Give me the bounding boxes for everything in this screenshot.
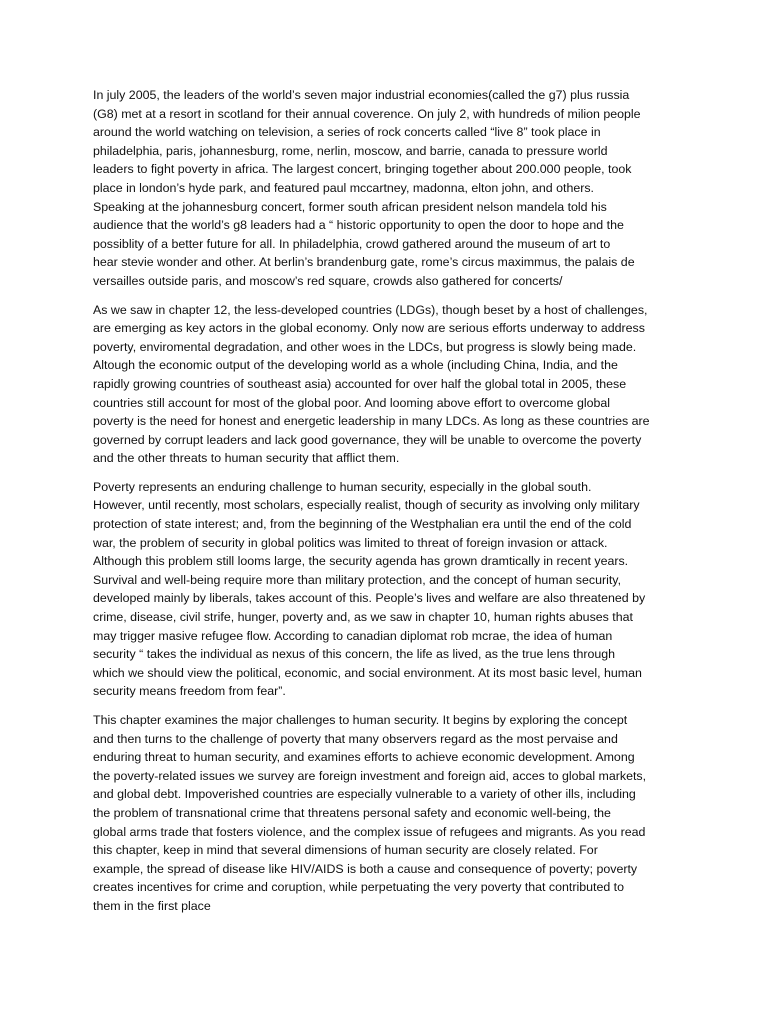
text-line: audience that the world’s g8 leaders had a “ historic opportunity to open the door to hope and the	[93, 218, 624, 233]
text-line: and then turns to the challenge of poverty that many observers regard as the most pervaise and	[93, 731, 618, 746]
text-line: Altough the economic output of the developing world as a whole (including China, India, and the	[93, 358, 618, 373]
paragraph-chapter-overview	[93, 711, 679, 916]
text-line: developed mainly by liberals, takes account of this. People’s lives and welfare are also threatened by	[93, 591, 646, 606]
text-line: However, until recently, most scholars, especially realist, though of security as involving only military	[93, 498, 640, 513]
text-line: poverty is the need for honest and energetic leadership in many LDCs. As long as these countries are	[93, 414, 650, 429]
text-line: and the other threats to human security that afflict them.	[93, 451, 400, 466]
text-line: governed by corrupt leaders and lack good governance, they will be unable to overcome the poverty	[93, 432, 642, 447]
text-line: This chapter examines the major challenges to human security. It begins by exploring the concept	[93, 713, 628, 727]
text-line: creates incentives for crime and coruption, while perpetuating the very poverty that contributed to	[93, 880, 625, 895]
text-line: the problem of transnational crime that threatens personal safety and economic well-being, the	[93, 805, 611, 820]
paragraph-live8	[93, 86, 679, 291]
text-line: Speaking at the johannesburg concert, former south african president nelson mandela told his	[93, 199, 607, 214]
text-line: In july 2005, the leaders of the world’s seven major industrial economies(called the g7) plus russia	[93, 88, 630, 102]
text-line: may trigger masive refugee flow. According to canadian diplomat rob mcrae, the idea of human	[93, 628, 613, 643]
text-line: Although this problem still looms large, the security agenda has grown dramtically in recent years.	[93, 554, 629, 569]
text-line: them in the first place	[93, 898, 211, 913]
text-line: around the world watching on television, a series of rock concerts called “live 8” took place in	[93, 125, 601, 140]
text-line: this chapter, keep in mind that several dimensions of human security are closely related. For	[93, 843, 598, 858]
paragraph-ldcs	[93, 301, 679, 468]
text-line: war, the problem of security in global politics was limited to threat of foreign invasion or attack.	[93, 535, 608, 550]
text-line: security means freedom from fear”.	[93, 684, 286, 699]
text-line: crime, disease, civil strife, hunger, poverty and, as we saw in chapter 10, human rights abuses that	[93, 610, 633, 625]
text-line: possiblity of a better future for all. In philadelphia, crowd gathered around the museum of art to	[93, 236, 611, 251]
text-line: versailles outside paris, and moscow’s red square, crowds also gathered for concerts/	[93, 273, 563, 288]
text-line: place in london’s hyde park, and featured paul mccartney, madonna, elton john, and others.	[93, 180, 595, 195]
text-line: example, the spread of disease like HIV/AIDS is both a cause and consequence of poverty; poverty	[93, 861, 638, 876]
text-line: poverty, enviromental degradation, and other woes in the LDCs, but progress is slowly being made.	[93, 339, 637, 354]
text-line: rapidly growing countries of southeast asia) accounted for over half the global total in 2005, these	[93, 376, 627, 391]
text-line: global arms trade that fosters violence, and the complex issue of refugees and migrants. As you read	[93, 824, 646, 839]
text-line: are emerging as key actors in the global economy. Only now are serious efforts underway to address	[93, 321, 645, 336]
text-line: security “ takes the individual as nexus of this concern, the life as lived, as the true lens through	[93, 647, 616, 662]
text-line: philadelphia, paris, johannesburg, rome, nerlin, moscow, and barrie, canada to pressure world	[93, 143, 608, 158]
paragraph-human-security	[93, 478, 679, 701]
text-line: leaders to fight poverty in africa. The largest concert, bringing together about 200.000 people, took	[93, 162, 632, 177]
text-line: As we saw in chapter 12, the less-developed countries (LDGs), though beset by a host of challenges,	[93, 302, 648, 317]
text-line: hear stevie wonder and other. At berlin’s brandenburg gate, rome’s circus maximmus, the palais de	[93, 255, 635, 270]
text-line: the poverty-related issues we survey are foreign investment and foreign aid, acces to global markets,	[93, 768, 647, 783]
text-line: (G8) met at a resort in scotland for their annual coverence. On july 2, with hundreds of milion people	[93, 106, 641, 121]
document-body	[93, 86, 679, 926]
text-line: protection of state interest; and, from the beginning of the Westphalian era until the end of the cold	[93, 517, 632, 532]
text-line: which we should view the political, economic, and social environment. At its most basic level, human	[93, 665, 642, 680]
text-line: Survival and well-being require more than military protection, and the concept of human security,	[93, 572, 622, 587]
text-line: Poverty represents an enduring challenge to human security, especially in the global south.	[93, 479, 592, 494]
text-line: countries still account for most of the global poor. And looming above effort to overcome global	[93, 395, 611, 410]
text-line: enduring threat to human security, and examines efforts to achieve economic development. Among	[93, 750, 635, 765]
text-line: and global debt. Impoverished countries are especially vulnerable to a variety of other ills, including	[93, 787, 636, 802]
